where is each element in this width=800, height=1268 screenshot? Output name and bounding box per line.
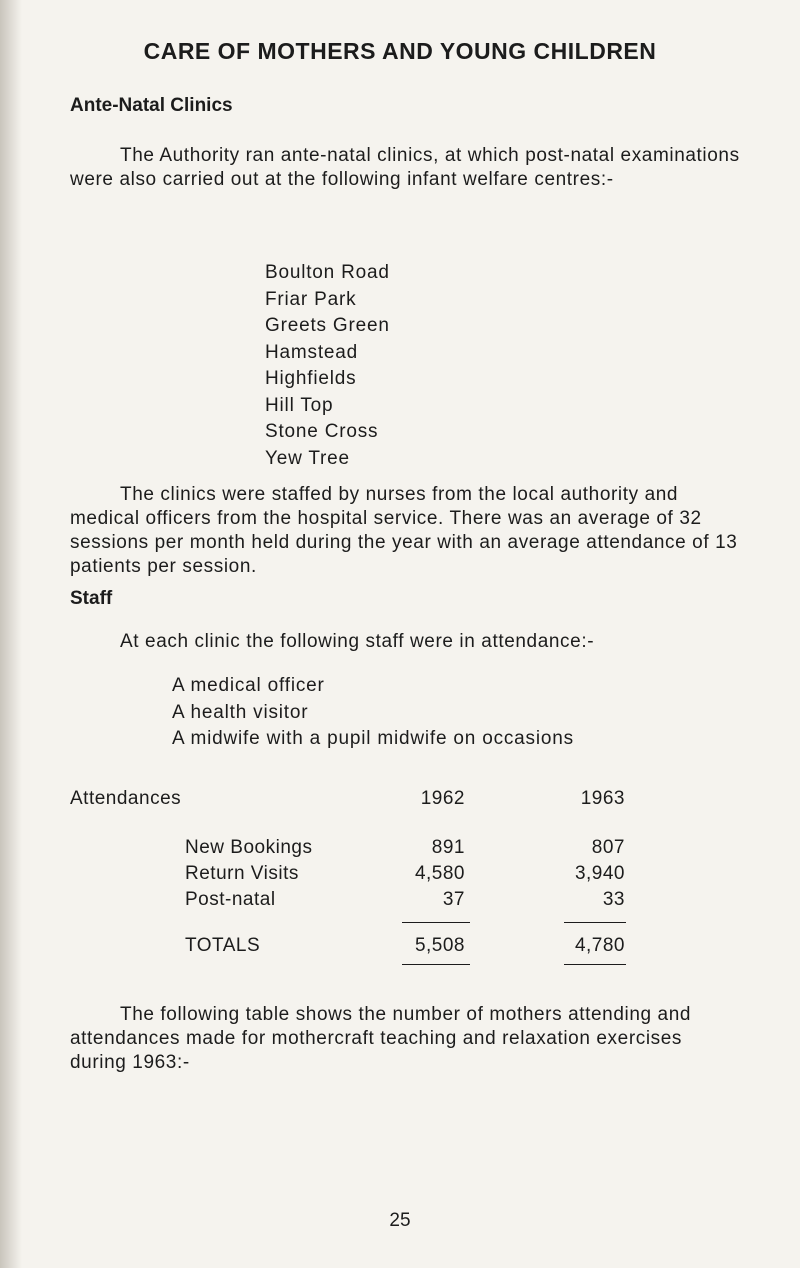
year-header-1962: 1962 bbox=[420, 788, 465, 809]
staffing-paragraph: The clinics were staffed by nurses from the local authority and medical officers from the hospital service. There was an average of 32 sessions per month held during the year with an average attendance of 13 patients per session. bbox=[70, 484, 738, 577]
centres-list bbox=[265, 260, 390, 472]
page-number: 25 bbox=[389, 1210, 411, 1231]
centre-item: Hill Top bbox=[265, 394, 334, 416]
antenatal-heading: Ante-Natal Clinics bbox=[70, 95, 233, 116]
staff-item: A midwife with a pupil midwife on occasions bbox=[172, 728, 574, 749]
staff-item: A medical officer bbox=[172, 675, 325, 696]
year-header-1963: 1963 bbox=[580, 788, 625, 809]
staff-list bbox=[172, 673, 574, 753]
attendances-label: Attendances bbox=[70, 788, 182, 809]
subtotal-rule-1962 bbox=[402, 922, 470, 923]
subtotal-rule-1963 bbox=[564, 922, 626, 923]
total-rule-1962 bbox=[402, 964, 470, 965]
centre-item: Stone Cross bbox=[265, 421, 379, 442]
cell-1962: 4,580 bbox=[414, 863, 465, 884]
cell-1962: 891 bbox=[431, 837, 465, 858]
centre-item: Greets Green bbox=[265, 315, 390, 336]
centre-item: Boulton Road bbox=[265, 262, 390, 283]
row-label: Return Visits bbox=[185, 863, 299, 884]
total-rule-1963 bbox=[564, 964, 626, 965]
total-1963: 4,780 bbox=[574, 935, 625, 956]
cell-1963: 807 bbox=[591, 837, 625, 858]
row-label: Post-natal bbox=[185, 889, 276, 910]
cell-1963: 33 bbox=[602, 889, 625, 910]
staff-heading: Staff bbox=[70, 588, 113, 609]
total-1962: 5,508 bbox=[414, 935, 465, 956]
row-label: New Bookings bbox=[185, 837, 313, 858]
totals-label: TOTALS bbox=[185, 935, 261, 956]
cell-1963: 3,940 bbox=[574, 863, 625, 884]
centre-item: Friar Park bbox=[265, 288, 357, 310]
centre-item: Yew Tree bbox=[265, 447, 350, 469]
page-edge-shadow bbox=[0, 0, 22, 1268]
cell-1962: 37 bbox=[442, 889, 465, 910]
antenatal-intro: The Authority ran ante-natal clinics, at which post-natal examinations were also carried out at the following infant welfare centres:- bbox=[70, 145, 740, 190]
staff-intro: At each clinic the following staff were in attendance:- bbox=[120, 631, 595, 652]
centre-item: Highfields bbox=[265, 368, 357, 389]
page-title: CARE OF MOTHERS AND YOUNG CHILDREN bbox=[143, 38, 657, 64]
staff-item: A health visitor bbox=[172, 701, 309, 723]
centre-item: Hamstead bbox=[265, 341, 358, 363]
mothercraft-paragraph: The following table shows the number of mothers attending and attendances made for mothercraft teaching and relaxation exercises during 1963:- bbox=[70, 1004, 692, 1073]
